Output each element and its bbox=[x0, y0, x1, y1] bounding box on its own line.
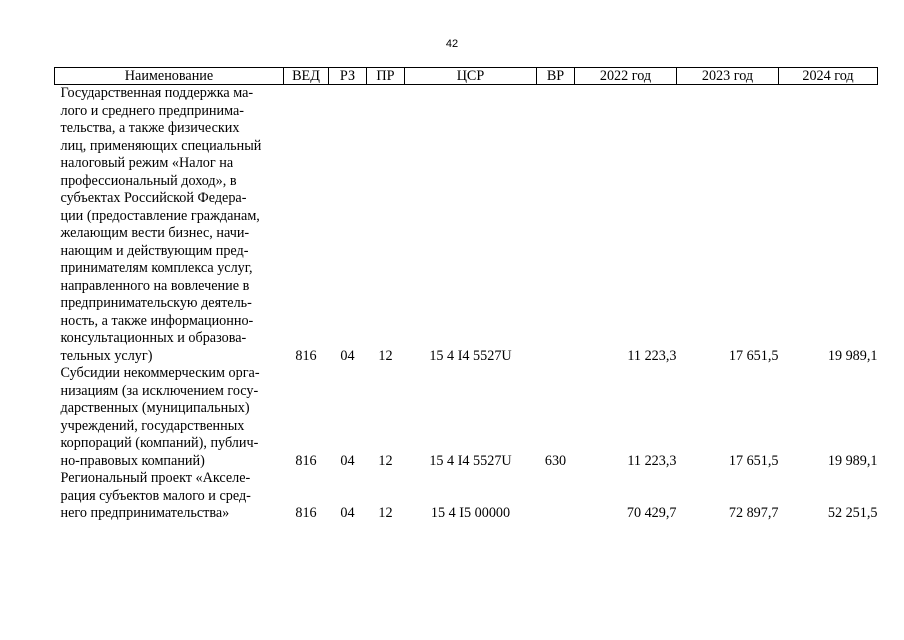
row-name-line: желающим вести бизнес, начи- bbox=[60, 225, 250, 241]
cell-ved: 816 bbox=[295, 452, 317, 469]
cell-ved: 816 bbox=[295, 347, 317, 364]
row-name-line: профессиональный доход», в bbox=[60, 172, 237, 189]
row-name-line: тельных услуг) bbox=[60, 347, 153, 364]
row-name bbox=[55, 365, 284, 470]
header-2023: 2023 год bbox=[677, 68, 779, 85]
row-name-line: Региональный проект «Акселе- bbox=[60, 470, 251, 486]
cell-rz: 04 bbox=[340, 505, 355, 521]
row-name-line: но-правовых компаний) bbox=[60, 452, 205, 469]
budget-table bbox=[54, 67, 878, 523]
row-name-line: предпринимательскую деятель- bbox=[60, 295, 252, 311]
header-rz: РЗ bbox=[329, 68, 367, 85]
header-pr: ПР bbox=[367, 68, 405, 85]
cell-csr: 15 4 I4 5527U bbox=[429, 347, 512, 364]
row-name bbox=[55, 470, 284, 523]
cell-2024: 52 251,5 bbox=[827, 505, 878, 521]
header-vr: ВР bbox=[537, 68, 575, 85]
cell-csr: 15 4 I5 00000 bbox=[430, 505, 511, 521]
row-name-line: Субсидии некоммерческим орга- bbox=[60, 365, 260, 381]
header-2022: 2022 год bbox=[575, 68, 677, 85]
row-name-line: нающим и действующим пред- bbox=[60, 242, 249, 259]
row-name bbox=[55, 85, 284, 366]
row-name-line: ции (предоставление гражданам, bbox=[60, 207, 260, 224]
row-name-line: налоговый режим «Налог на bbox=[60, 155, 234, 171]
row-name-line: низациям (за исключением госу- bbox=[60, 382, 259, 399]
cell-2023: 17 651,5 bbox=[728, 347, 779, 364]
table-header-row bbox=[55, 68, 878, 85]
cell-2022: 11 223,3 bbox=[627, 452, 677, 469]
cell-pr: 12 bbox=[378, 347, 393, 364]
page-number: 42 bbox=[445, 38, 459, 50]
table-row bbox=[55, 365, 878, 470]
row-name-line: дарственных (муниципальных) bbox=[60, 400, 250, 416]
header-2024: 2024 год bbox=[779, 68, 878, 85]
row-name-line: субъектах Российской Федера- bbox=[60, 190, 247, 206]
cell-vr: 630 bbox=[544, 452, 567, 469]
table-row bbox=[55, 85, 878, 366]
row-name-line: консультационных и образова- bbox=[60, 330, 247, 346]
cell-2022: 70 429,7 bbox=[626, 505, 677, 521]
cell-2023: 17 651,5 bbox=[728, 452, 779, 469]
row-name-line: него предпринимательства» bbox=[60, 505, 230, 521]
row-name-line: принимателям комплекса услуг, bbox=[60, 260, 253, 276]
row-name-line: корпораций (компаний), публич- bbox=[60, 435, 259, 451]
table-row bbox=[55, 470, 878, 523]
cell-csr: 15 4 I4 5527U bbox=[429, 452, 512, 469]
cell-2023: 72 897,7 bbox=[728, 505, 779, 521]
cell-rz: 04 bbox=[340, 347, 355, 364]
header-ved: ВЕД bbox=[284, 68, 329, 85]
row-name-line: рация субъектов малого и сред- bbox=[60, 487, 251, 504]
cell-pr: 12 bbox=[378, 452, 393, 469]
row-name-line: направленного на вовлечение в bbox=[60, 277, 250, 294]
row-name-line: ность, а также информационно- bbox=[60, 312, 254, 329]
cell-2022: 11 223,3 bbox=[627, 347, 677, 364]
header-name: Наименование bbox=[55, 68, 284, 85]
row-name-line: тельства, а также физических bbox=[60, 120, 240, 136]
row-name-line: учреждений, государственных bbox=[60, 417, 245, 434]
row-name-line: лиц, применяющих специальный bbox=[60, 137, 262, 154]
cell-rz: 04 bbox=[340, 452, 355, 469]
cell-2024: 19 989,1 bbox=[827, 347, 878, 364]
cell-pr: 12 bbox=[378, 505, 393, 521]
cell-2024: 19 989,1 bbox=[827, 452, 878, 469]
cell-ved: 816 bbox=[295, 505, 317, 521]
cell-vr bbox=[537, 85, 575, 366]
header-csr: ЦСР bbox=[405, 68, 537, 85]
row-name-line: Государственная поддержка ма- bbox=[60, 85, 254, 101]
row-name-line: лого и среднего предпринима- bbox=[60, 102, 245, 119]
cell-vr bbox=[537, 470, 575, 523]
